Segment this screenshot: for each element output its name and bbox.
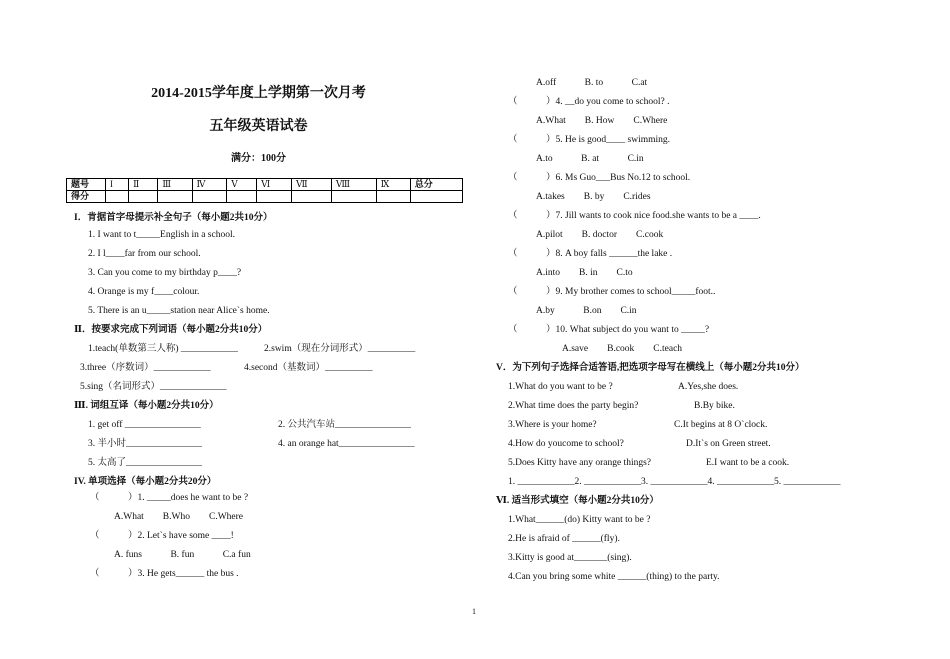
list-item: 3. Can you come to my birthday p____?: [88, 268, 242, 278]
list-item: 5. There is an u_____station near Alice`s home.: [88, 306, 270, 316]
question-options: A.save B.cook C.teach: [562, 344, 683, 354]
list-item: [66, 359, 471, 378]
table-cell[interactable]: [227, 191, 257, 203]
section5-heading: V．为下列句子选择合适答语,把选项字母写在横线上（每小题2分共10分）: [496, 363, 805, 373]
section4-heading: IV. 单项选择（每小题2分共20分）: [74, 477, 217, 487]
match-row: [496, 397, 896, 416]
section1-heading: I．肯据首字母提示补全句子（每小题2共10分）: [74, 213, 273, 223]
match-row: [496, 416, 896, 435]
list-item: 4.Can you bring some white ______(thing) to the party.: [508, 572, 720, 582]
item-text: 2.swim（现在分词形式）__________: [264, 344, 416, 354]
question-options: A.by B.on C.in: [536, 306, 637, 316]
list-item: 5.sing（名词形式）______________: [80, 382, 227, 392]
match-row: [496, 454, 896, 473]
question-options: A.pilot B. doctor C.cook: [536, 230, 664, 240]
match-answer: C.It begins at 8 O`clock.: [674, 420, 768, 430]
table-cell: Ⅶ: [292, 179, 332, 191]
item-text: 3. 半小时________________: [88, 439, 203, 449]
list-item: 2.He is afraid of ______(fly).: [508, 534, 620, 544]
table-cell[interactable]: [192, 191, 227, 203]
question-options: A.takes B. by C.rides: [536, 192, 651, 202]
table-cell: Ⅲ: [158, 179, 192, 191]
table-cell: Ⅱ: [129, 179, 158, 191]
item-text: 1. get off ________________: [88, 420, 201, 430]
table-cell: Ⅷ: [331, 179, 376, 191]
table-cell[interactable]: [158, 191, 192, 203]
item-text: 2. 公共汽车站________________: [278, 420, 412, 430]
match-question: 4.How do youcome to school?: [508, 439, 624, 449]
score-table-header-row: [67, 179, 463, 191]
table-cell[interactable]: [257, 191, 292, 203]
question-item: （ ）9. My brother comes to school_____foot..: [508, 287, 716, 297]
match-question: 1.What do you want to be ?: [508, 382, 613, 392]
list-item: [66, 416, 471, 435]
question-options: A. funs B. fun C.a fun: [114, 550, 251, 560]
item-text: 4.second（基数词）__________: [244, 363, 373, 373]
score-table-score-row: [67, 191, 463, 203]
list-item: 3.Kitty is good at_______(sing).: [508, 553, 632, 563]
match-answer: B.By bike.: [694, 401, 735, 411]
table-cell[interactable]: [331, 191, 376, 203]
table-cell[interactable]: [106, 191, 129, 203]
list-item: 4. Orange is my f____colour.: [88, 287, 200, 297]
question-item: （ ）2. Let`s have some ____!: [90, 531, 234, 541]
question-item: （ ）4. __do you come to school? .: [508, 97, 670, 107]
table-cell: Ⅴ: [227, 179, 257, 191]
match-row: [496, 378, 896, 397]
question-options: A.What B. How C.Where: [536, 116, 668, 126]
question-item: （ ）6. Ms Guo___Bus No.12 to school.: [508, 173, 691, 183]
match-question: 5.Does Kitty have any orange things?: [508, 458, 651, 468]
item-text: 3.three（序数词）____________: [80, 363, 211, 373]
section3-heading: Ⅲ. 词组互译（每小题2分共10分）: [74, 401, 219, 411]
table-cell[interactable]: [410, 191, 462, 203]
match-answer: D.It`s on Green street.: [686, 439, 771, 449]
list-item: 5. 太高了________________: [88, 458, 203, 468]
answer-blanks: 1. ____________2. ____________3. ____________4. ____________5. ____________: [508, 477, 841, 487]
question-item: （ ）1. _____does he want to be ?: [90, 493, 249, 503]
table-cell: Ⅵ: [257, 179, 292, 191]
table-cell: Ⅸ: [376, 179, 410, 191]
question-options: A.into B. in C.to: [536, 268, 633, 278]
section2-heading: Ⅱ．按要求完成下列词语（每小题2分共10分）: [74, 325, 268, 335]
item-text: 4. an orange hat________________: [278, 439, 415, 449]
table-cell: 得分: [67, 191, 106, 203]
question-item: （ ）8. A boy falls ______the lake .: [508, 249, 673, 259]
full-score: 满分：100分: [231, 153, 286, 164]
list-item: [66, 435, 471, 454]
left-column: [66, 78, 471, 584]
exam-title: 2014-2015学年度上学期第一次月考: [151, 86, 366, 101]
table-cell: 题号: [67, 179, 106, 191]
table-cell[interactable]: [376, 191, 410, 203]
question-item: （ ）5. He is good____ swimming.: [508, 135, 671, 145]
match-question: 2.What time does the party begin?: [508, 401, 639, 411]
table-cell: 总分: [410, 179, 462, 191]
question-item: （ ）10. What subject do you want to _____?: [508, 325, 710, 335]
list-item: 2. I l____far from our school.: [88, 249, 201, 259]
question-options: A.What B.Who C.Where: [114, 512, 244, 522]
match-answer: A.Yes,she does.: [678, 382, 739, 392]
table-cell: Ⅳ: [192, 179, 227, 191]
match-answer: E.I want to be a cook.: [706, 458, 790, 468]
list-item: [66, 340, 471, 359]
list-item: 1.What______(do) Kitty want to be ?: [508, 515, 651, 525]
table-cell[interactable]: [129, 191, 158, 203]
list-item: 1. I want to t_____English in a school.: [88, 230, 235, 240]
match-row: [496, 435, 896, 454]
table-cell: I: [106, 179, 129, 191]
match-question: 3.Where is your home?: [508, 420, 597, 430]
question-item: （ ）7. Jill wants to cook nice food.she wants to be a ____.: [508, 211, 761, 221]
score-table: [66, 178, 463, 203]
right-column: [496, 74, 896, 587]
table-cell[interactable]: [292, 191, 332, 203]
question-options: A.to B. at C.in: [536, 154, 644, 164]
question-options: A.off B. to C.at: [536, 78, 648, 88]
section6-heading: Ⅵ. 适当形式填空（每小题2分共10分）: [496, 496, 659, 506]
exam-subtitle: 五年级英语试卷: [209, 119, 308, 134]
question-item: （ ）3. He gets______ the bus .: [90, 569, 239, 579]
page-number: 1: [472, 607, 476, 616]
item-text: 1.teach(单数第三人称) ____________: [88, 344, 238, 354]
